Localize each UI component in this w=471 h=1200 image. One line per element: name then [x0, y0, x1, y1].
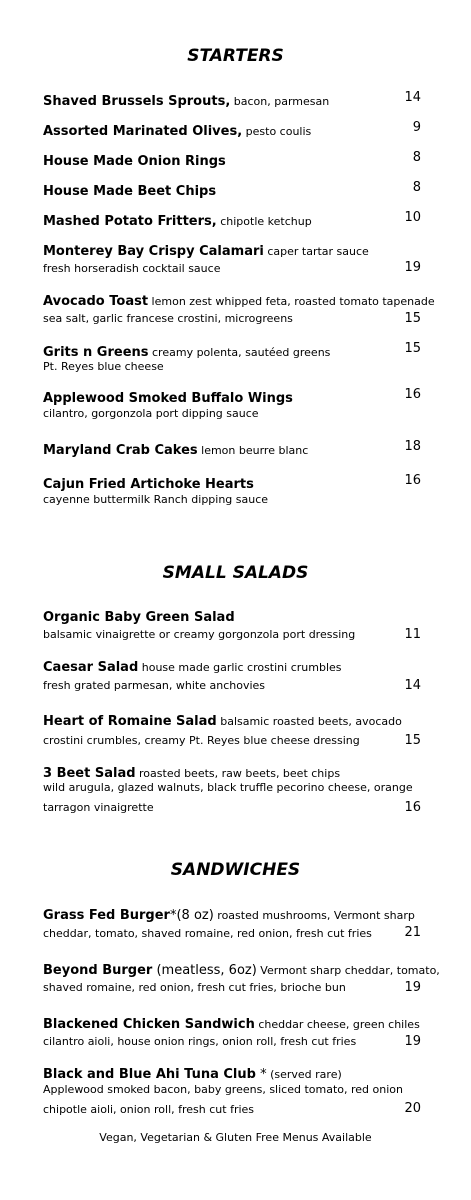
item-desc: creamy polenta, sautéed greens	[148, 346, 331, 359]
item-name: Applewood Smoked Buffalo Wings	[43, 391, 293, 406]
item-desc-line: cayenne buttermilk Ranch dipping sauce	[43, 493, 269, 506]
item-name: Mashed Potato Fritters	[43, 214, 212, 229]
item-desc-line: cilantro, gorgonzola port dipping sauce	[43, 407, 259, 420]
item-price: 15	[404, 311, 421, 326]
item-desc: (served rare)	[266, 1068, 342, 1081]
item-desc: chipotle ketchup	[216, 215, 312, 228]
item-name: Black and Blue Ahi Tuna Club	[43, 1067, 256, 1082]
item-sep: ,	[237, 124, 243, 139]
item-desc: lemon zest whipped feta, roasted tomato tapenade	[148, 295, 435, 308]
item-sep: ,	[225, 94, 231, 109]
item-desc: cheddar cheese, green chiles	[254, 1018, 420, 1031]
item-price: 16	[404, 800, 421, 815]
item-name: Heart of Romaine Salad	[43, 714, 217, 729]
item-desc: balsamic roasted beets, avocado	[216, 715, 402, 728]
item-name: Maryland Crab Cakes	[43, 443, 198, 458]
item-price: 11	[404, 627, 421, 642]
item-desc-line: fresh grated parmesan, white anchovies	[43, 679, 266, 692]
item-name: Cajun Fried Artichoke Hearts	[43, 477, 254, 492]
item-desc: pesto coulis	[242, 125, 312, 138]
item-price: 16	[404, 387, 421, 402]
item-price: 19	[404, 1034, 421, 1049]
item-name: Beyond Burger	[43, 963, 153, 978]
item-desc: Vermont sharp cheddar, tomato,	[256, 964, 440, 977]
section-title-small-salads: SMALL SALADS	[162, 563, 309, 583]
item-desc-line: cilantro aioli, house onion rings, onion roll, fresh cut fries	[43, 1035, 357, 1048]
item-price: 14	[404, 678, 421, 693]
item-desc: bacon, parmesan	[230, 95, 330, 108]
item-price: 8	[412, 180, 421, 195]
item-desc-line: balsamic vinaigrette or creamy gorgonzola port dressing	[43, 628, 356, 641]
item-mark: *	[255, 1067, 267, 1082]
item-desc: roasted beets, raw beets, beet chips	[135, 767, 341, 780]
section-title-starters: STARTERS	[187, 46, 284, 66]
item-desc-line: cheddar, tomato, shaved romaine, red onion, fresh cut fries	[43, 927, 372, 940]
item-price: 8	[412, 150, 421, 165]
item-price: 19	[404, 260, 421, 275]
item-price: 15	[404, 733, 421, 748]
item-price: 19	[404, 980, 421, 995]
item-desc-line: wild arugula, glazed walnuts, black truffle pecorino cheese, orange	[43, 781, 413, 794]
item-desc-line: crostini crumbles, creamy Pt. Reyes blue cheese dressing	[43, 734, 360, 747]
item-price: 9	[412, 120, 421, 135]
item-name: Caesar Salad	[43, 660, 139, 675]
item-desc: roasted mushrooms, Vermont sharp	[213, 909, 415, 922]
item-name: Grits n Greens	[43, 345, 149, 360]
section-title-sandwiches: SANDWICHES	[170, 860, 301, 880]
item-price: 14	[404, 90, 421, 105]
item-desc: house made garlic crostini crumbles	[138, 661, 342, 674]
item-name: Assorted Marinated Olives	[43, 124, 238, 139]
item-name: House Made Onion Rings	[43, 154, 226, 169]
item-desc-line: shaved romaine, red onion, fresh cut fries, brioche bun	[43, 981, 346, 994]
item-price: 20	[404, 1101, 421, 1116]
item-name: Monterey Bay Crispy Calamari	[43, 244, 264, 259]
item-name: Grass Fed Burger	[43, 908, 170, 923]
item-desc-line: sea salt, garlic francese crostini, microgreens	[43, 312, 293, 325]
item-desc-line: chipotle aioli, onion roll, fresh cut fries	[43, 1103, 255, 1116]
item-name: 3 Beet Salad	[43, 766, 136, 781]
item-desc: lemon beurre blanc	[197, 444, 309, 457]
item-name: Shaved Brussels Sprouts	[43, 94, 226, 109]
item-desc-line: fresh horseradish cocktail sauce	[43, 262, 221, 275]
item-price: 18	[404, 439, 421, 454]
item-size: (meatless, 6oz)	[152, 963, 257, 978]
item-desc-line: Applewood smoked bacon, baby greens, sliced tomato, red onion	[43, 1083, 403, 1096]
footer-note: Vegan, Vegetarian & Gluten Free Menus Available	[99, 1131, 372, 1144]
item-desc-line: tarragon vinaigrette	[43, 801, 154, 814]
item-price: 21	[404, 925, 421, 940]
item-size: *(8 oz)	[169, 908, 214, 923]
item-sep: ,	[211, 214, 217, 229]
item-price: 16	[404, 473, 421, 488]
item-desc: caper tartar sauce	[263, 245, 369, 258]
item-name: Blackened Chicken Sandwich	[43, 1017, 255, 1032]
item-price: 15	[404, 341, 421, 356]
item-name: House Made Beet Chips	[43, 184, 217, 199]
item-desc-line: Pt. Reyes blue cheese	[43, 360, 164, 373]
item-price: 10	[404, 210, 421, 225]
item-name: Organic Baby Green Salad	[43, 610, 235, 625]
item-name: Avocado Toast	[43, 294, 149, 309]
